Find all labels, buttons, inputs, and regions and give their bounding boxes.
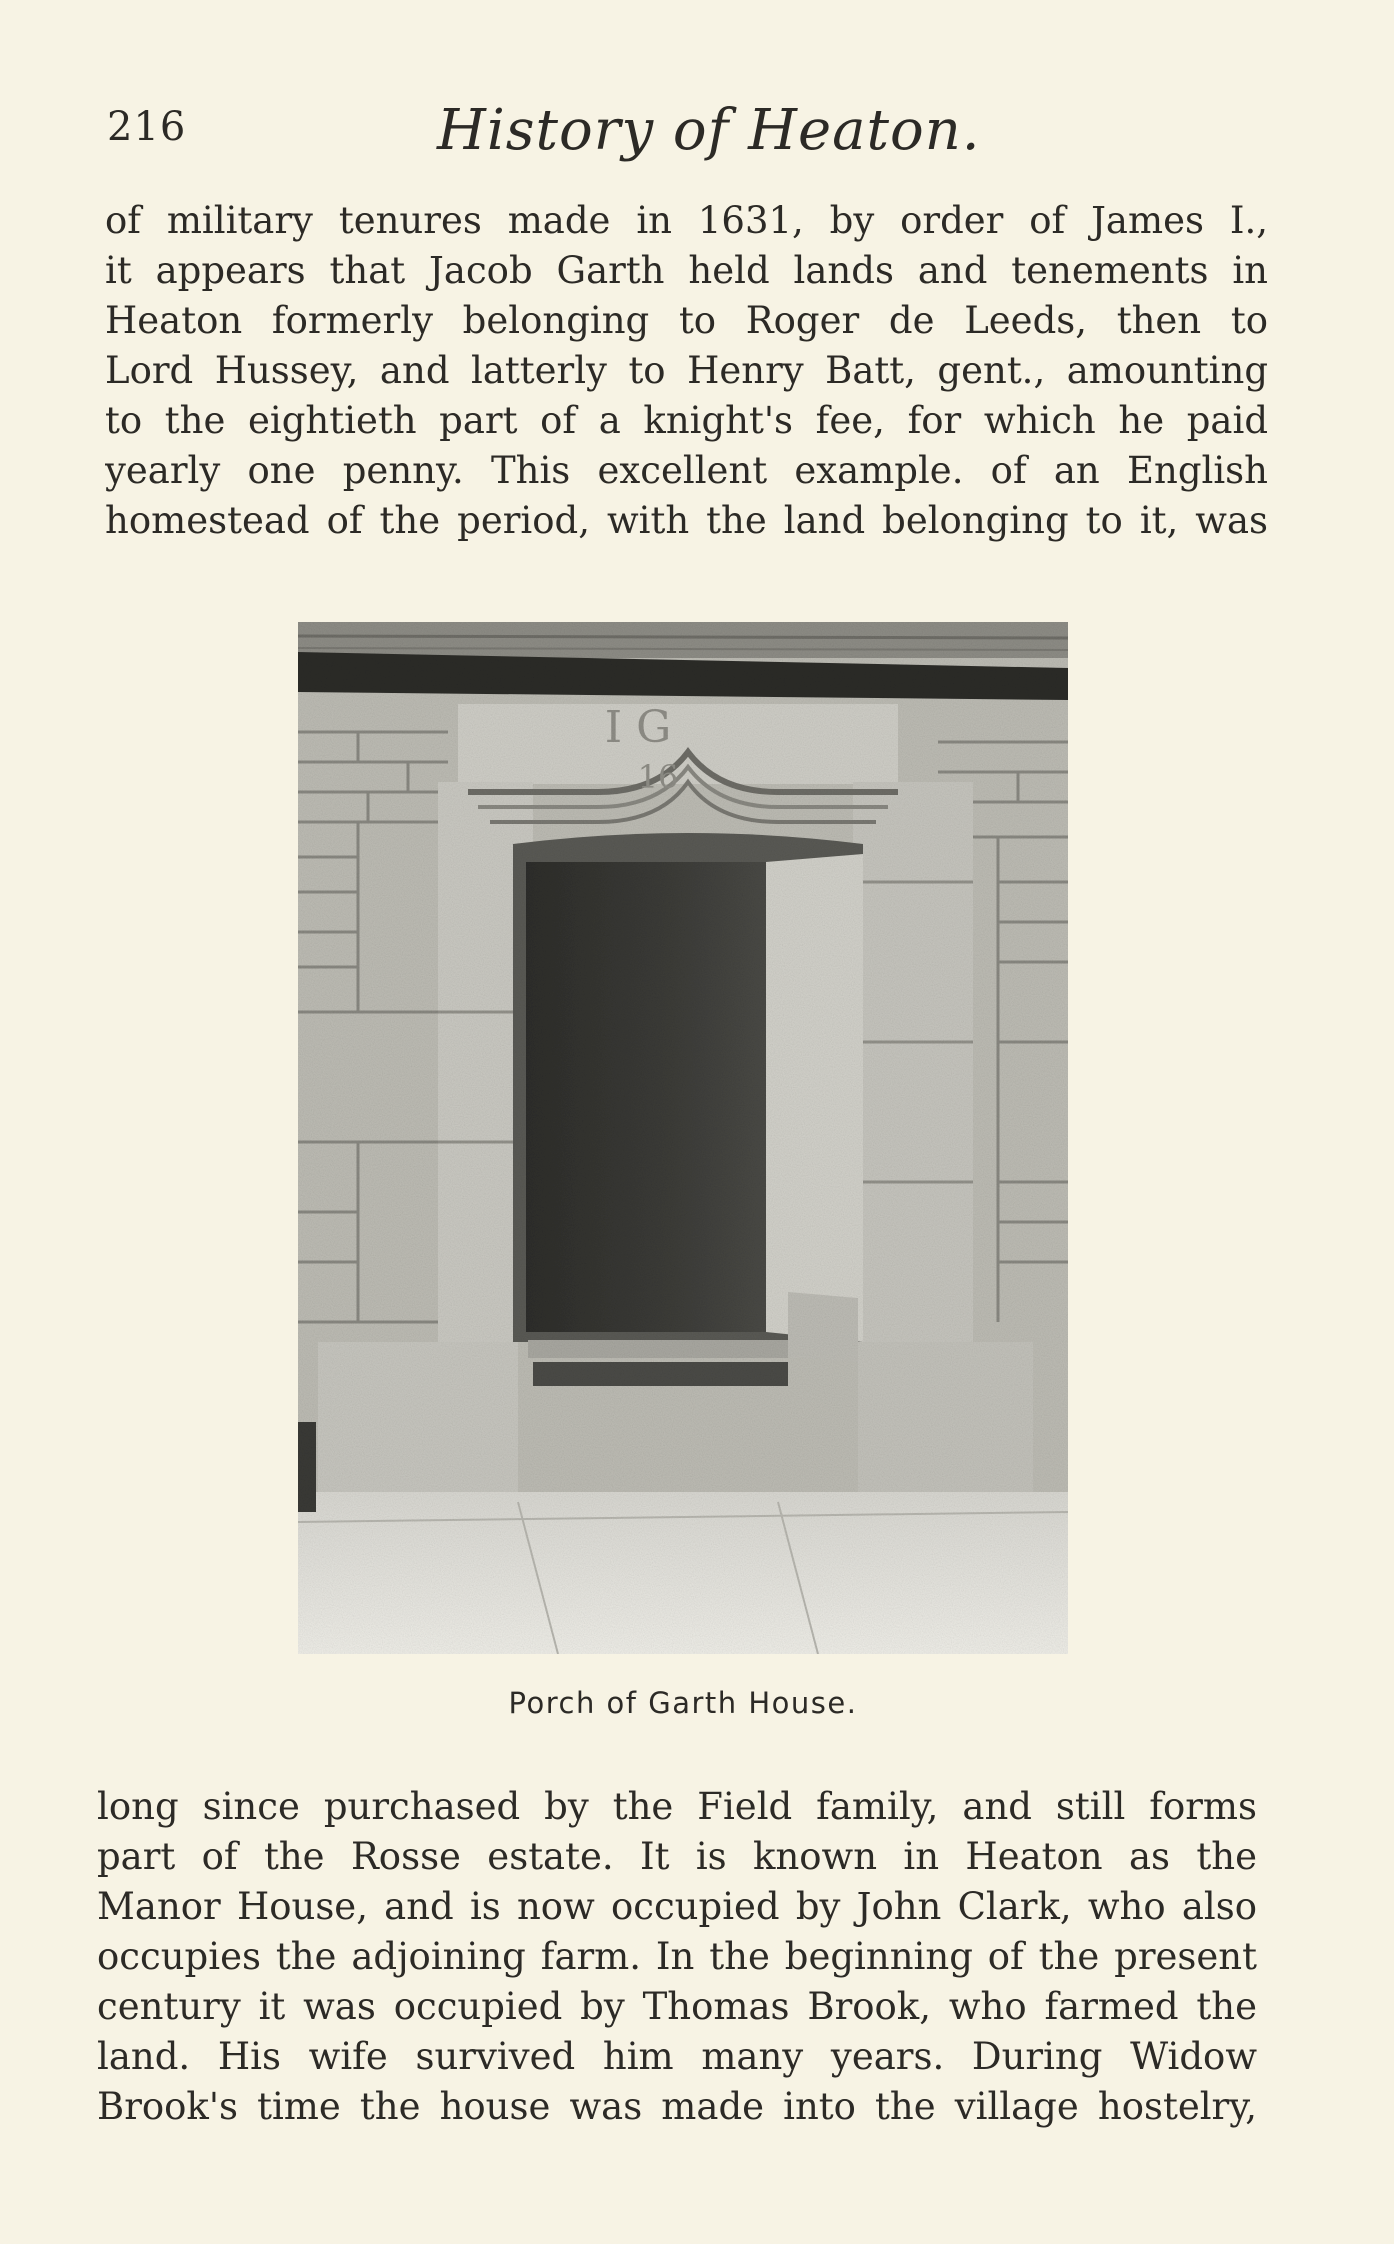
text-line: century it was occupied by Thomas Brook, who farmed the <box>97 1985 1257 2028</box>
text-line: Heaton formerly belonging to Roger de Leeds, then to <box>105 299 1268 342</box>
lintel-initials: I G <box>604 702 672 753</box>
page-number: 216 <box>107 104 187 150</box>
text-line: homestead of the period, with the land belonging to it, was <box>105 499 1268 542</box>
figure-caption: Porch of Garth House. <box>508 1686 858 1720</box>
paragraph-top <box>105 196 1268 546</box>
text-line: it appears that Jacob Garth held lands and tenements in <box>105 249 1268 292</box>
text-line: to the eightieth part of a knight's fee, for which he paid <box>105 399 1268 442</box>
porch-photograph <box>298 622 1068 1654</box>
text-line: yearly one penny. This excellent example. of an English <box>105 449 1268 492</box>
lintel-date: 16 <box>637 758 679 796</box>
text-line: occupies the adjoining farm. In the beginning of the present <box>97 1935 1257 1978</box>
text-line: long since purchased by the Field family, and still forms <box>97 1785 1257 1828</box>
paragraph-bottom <box>97 1782 1257 2132</box>
text-line: Brook's time the house was made into the village hostelry, <box>97 2085 1257 2128</box>
page-header <box>107 98 1267 162</box>
running-title: History of Heaton. <box>437 98 981 163</box>
text-line: Manor House, and is now occupied by John Clark, who also <box>97 1885 1257 1928</box>
text-line: Lord Hussey, and latterly to Henry Batt, gent., amounting <box>105 349 1268 392</box>
text-line: part of the Rosse estate. It is known in Heaton as the <box>97 1835 1257 1878</box>
text-line: of military tenures made in 1631, by order of James I., <box>105 199 1268 242</box>
text-line: land. His wife survived him many years. During Widow <box>97 2035 1257 2078</box>
